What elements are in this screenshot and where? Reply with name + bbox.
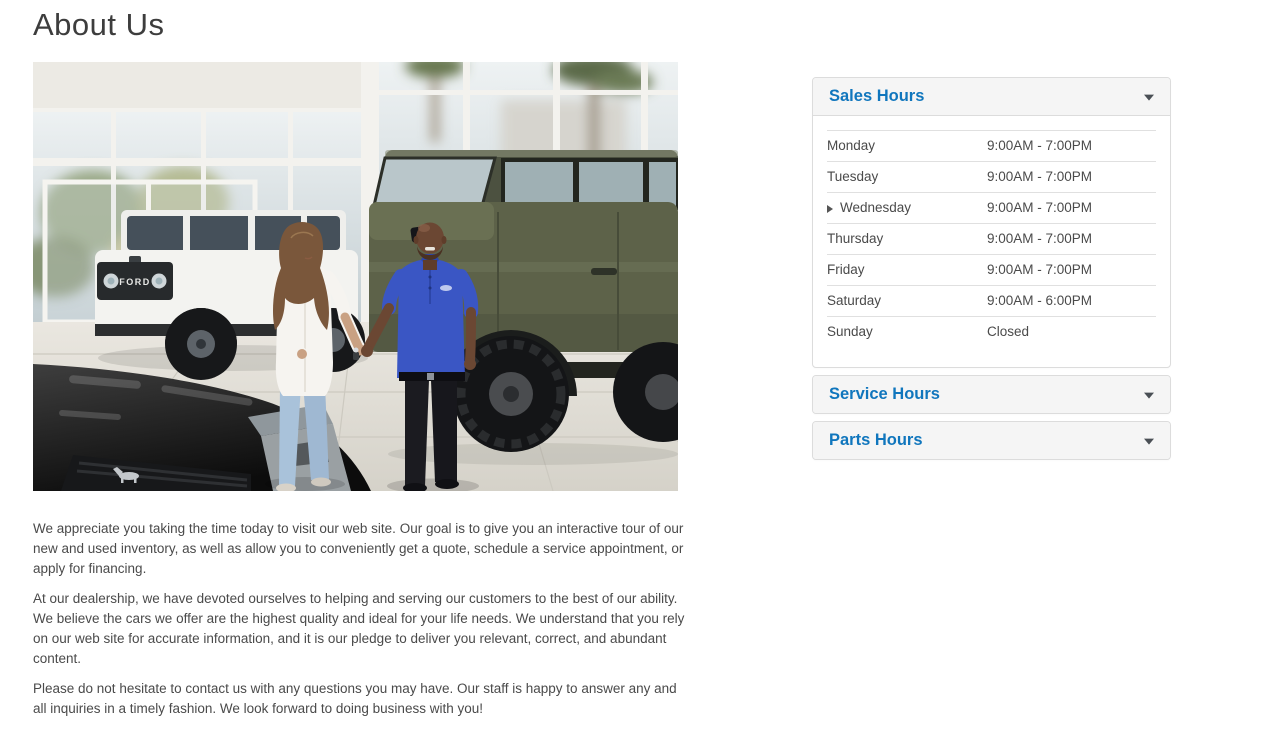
about-paragraph-1: We appreciate you taking the time today to visit our web site. Our goal is to give you an interactive tour of our new and used inventory, as well as allow you to conveniently get a quote, schedule a service appointment, or apply for financing. <box>33 521 684 576</box>
main-content <box>33 0 685 729</box>
about-paragraph-3: Please do not hesitate to contact us with any questions you may have. Our staff is happy to answer any and all inquiries in a timely fashion. We look forward to doing business with you! <box>33 681 677 716</box>
hours-value: 9:00AM - 6:00PM <box>987 293 1093 308</box>
showroom-photo <box>33 62 678 491</box>
caret-right-icon <box>827 205 833 213</box>
bronco-grille-text: FORD <box>119 277 151 287</box>
parts-hours-panel <box>812 421 1171 460</box>
hours-row <box>827 317 1156 348</box>
hours-row <box>827 193 1156 224</box>
hours-row <box>827 131 1156 162</box>
day-label: Monday <box>827 138 876 153</box>
day-label: Wednesday <box>840 200 912 215</box>
parts-hours-title: Parts Hours <box>829 431 923 449</box>
hours-row <box>827 162 1156 193</box>
day-label: Thursday <box>827 231 884 246</box>
day-label: Friday <box>827 262 865 277</box>
service-hours-title: Service Hours <box>829 385 940 403</box>
hours-value: 9:00AM - 7:00PM <box>987 200 1093 215</box>
about-paragraph-2: At our dealership, we have devoted ourselves to helping and serving our customers to the best of our ability. We believe the cars we offer are the highest quality and ideal for your life needs. We understand that you rely on our web site for accurate information, and it is our pledge to deliver you relevant, correct, and abundant content. <box>33 591 685 666</box>
hours-value: 9:00AM - 7:00PM <box>987 231 1093 246</box>
day-label: Saturday <box>827 293 882 308</box>
about-text <box>33 519 688 719</box>
sales-hours-table <box>827 130 1156 347</box>
hours-value: 9:00AM - 7:00PM <box>987 262 1093 277</box>
page-title: About Us <box>33 7 165 42</box>
hours-row <box>827 255 1156 286</box>
service-hours-header[interactable] <box>813 376 1170 413</box>
hours-sidebar <box>812 77 1171 467</box>
sales-hours-header[interactable] <box>813 78 1170 116</box>
sales-hours-table-body <box>827 131 1156 348</box>
hours-value: 9:00AM - 7:00PM <box>987 169 1093 184</box>
hours-row <box>827 224 1156 255</box>
hours-value: Closed <box>987 324 1030 339</box>
chevron-down-icon <box>1144 438 1154 444</box>
sales-hours-title: Sales Hours <box>829 87 925 105</box>
chevron-down-icon <box>1144 94 1154 100</box>
chevron-down-icon <box>1144 392 1154 398</box>
service-hours-panel <box>812 375 1171 414</box>
hours-value: 9:00AM - 7:00PM <box>987 138 1093 153</box>
day-label: Tuesday <box>827 169 879 184</box>
showroom-photo-illustration <box>33 62 678 491</box>
sales-hours-body <box>813 116 1170 367</box>
day-label: Sunday <box>827 324 873 339</box>
hours-row <box>827 286 1156 317</box>
parts-hours-header[interactable] <box>813 422 1170 459</box>
sales-hours-panel <box>812 77 1171 368</box>
